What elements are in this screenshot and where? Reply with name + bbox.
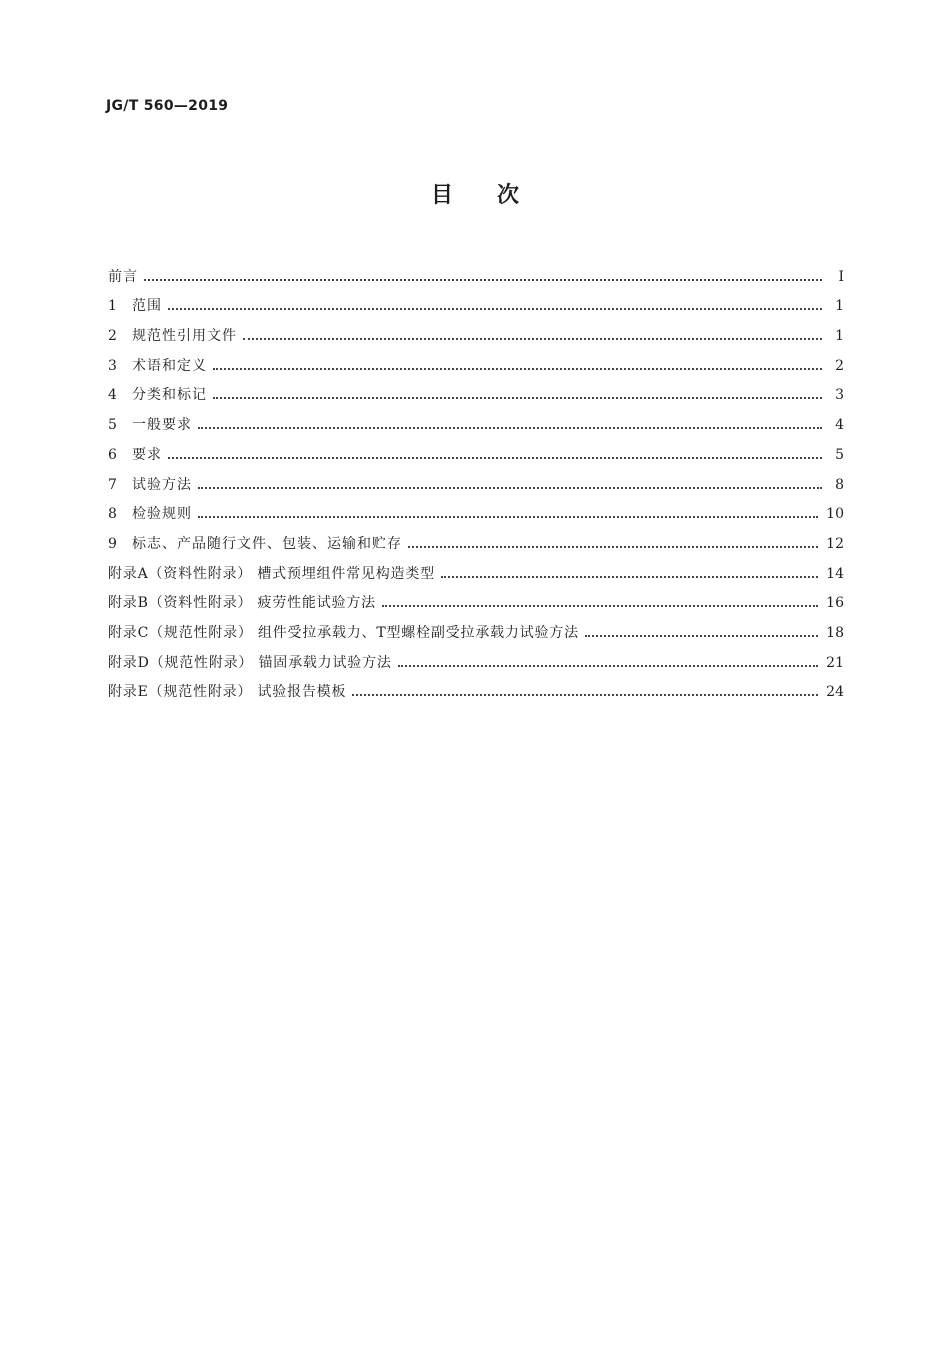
toc-entry-4[interactable] — [108, 376, 844, 406]
toc-leader-dots — [198, 487, 822, 489]
toc-entry-page: Ⅰ — [838, 268, 844, 285]
toc-entry-8[interactable] — [108, 495, 844, 525]
toc-entry-page: 2 — [835, 357, 844, 374]
toc-entry-page: 14 — [826, 565, 844, 582]
toc-entry-title: 附录C（规范性附录） 组件受拉承载力、T型螺栓副受拉承载力试验方法 — [108, 624, 579, 641]
toc-leader-dots — [198, 516, 818, 518]
toc-entry-number: 6 — [108, 446, 117, 463]
toc-leader-dots — [144, 279, 822, 281]
toc-entry-title: 范围 — [132, 298, 162, 315]
toc-entry-number: 2 — [108, 328, 117, 345]
toc-entry-number: 4 — [108, 387, 117, 404]
toc-leader-dots — [408, 546, 818, 548]
toc-entry-number: 3 — [108, 357, 117, 374]
toc-entry-page: 5 — [835, 446, 844, 463]
toc-entry-3[interactable] — [108, 346, 844, 376]
toc-entry-title: 附录D（规范性附录） 锚固承载力试验方法 — [108, 654, 392, 671]
toc-entry-title: 规范性引用文件 — [132, 328, 237, 345]
toc-entry-annex-b[interactable] — [108, 584, 844, 614]
page-title: 目次 — [430, 183, 563, 208]
toc-entry-title: 试验方法 — [132, 476, 192, 493]
toc-entry-annex-e[interactable] — [108, 673, 844, 703]
toc-entry-page: 3 — [835, 387, 844, 404]
toc-entry-page: 12 — [826, 535, 844, 552]
toc-entry-page: 8 — [835, 476, 844, 493]
toc-entry-number: 5 — [108, 417, 117, 434]
toc-entry-5[interactable] — [108, 405, 844, 435]
toc-leader-dots — [585, 635, 818, 637]
toc-entry-title: 附录A（资料性附录） 槽式预埋组件常见构造类型 — [108, 565, 435, 582]
toc-entry-title: 分类和标记 — [132, 387, 207, 404]
toc-entry-7[interactable] — [108, 465, 844, 495]
standard-code: JG/T 560—2019 — [106, 98, 229, 114]
toc-entry-9[interactable] — [108, 524, 844, 554]
toc-entry-foreword[interactable] — [108, 257, 844, 287]
table-of-contents — [108, 257, 844, 702]
toc-entry-title: 要求 — [132, 446, 162, 463]
toc-entry-title: 前言 — [108, 268, 138, 285]
toc-entry-page: 1 — [835, 298, 844, 315]
toc-entry-page: 24 — [826, 684, 844, 701]
toc-leader-dots — [168, 457, 822, 459]
toc-leader-dots — [168, 308, 822, 310]
toc-entry-number: 7 — [108, 476, 117, 493]
toc-entry-title: 附录B（资料性附录） 疲劳性能试验方法 — [108, 595, 376, 612]
toc-entry-page: 4 — [835, 417, 844, 434]
toc-entry-title: 检验规则 — [132, 506, 192, 523]
toc-leader-dots — [213, 368, 822, 370]
toc-entry-annex-d[interactable] — [108, 643, 844, 673]
toc-entry-page: 10 — [826, 506, 844, 523]
toc-leader-dots — [198, 427, 822, 429]
toc-entry-1[interactable] — [108, 287, 844, 317]
toc-leader-dots — [441, 576, 818, 578]
toc-leader-dots — [213, 397, 822, 399]
toc-leader-dots — [352, 694, 818, 696]
toc-entry-page: 18 — [826, 624, 844, 641]
toc-entry-title: 一般要求 — [132, 417, 192, 434]
toc-entry-title: 附录E（规范性附录） 试验报告模板 — [108, 684, 347, 701]
toc-entry-number: 8 — [108, 506, 117, 523]
toc-entry-2[interactable] — [108, 316, 844, 346]
toc-entry-annex-a[interactable] — [108, 554, 844, 584]
toc-entry-6[interactable] — [108, 435, 844, 465]
toc-entry-page: 1 — [835, 328, 844, 345]
toc-leader-dots — [243, 338, 822, 340]
toc-entry-annex-c[interactable] — [108, 613, 844, 643]
toc-entry-number: 9 — [108, 535, 117, 552]
toc-entry-page: 21 — [826, 654, 844, 671]
toc-entry-title: 术语和定义 — [132, 357, 207, 374]
toc-entry-number: 1 — [108, 298, 117, 315]
toc-leader-dots — [382, 605, 818, 607]
toc-entry-page: 16 — [826, 595, 844, 612]
toc-leader-dots — [398, 665, 818, 667]
toc-entry-title: 标志、产品随行文件、包装、运输和贮存 — [132, 535, 402, 552]
